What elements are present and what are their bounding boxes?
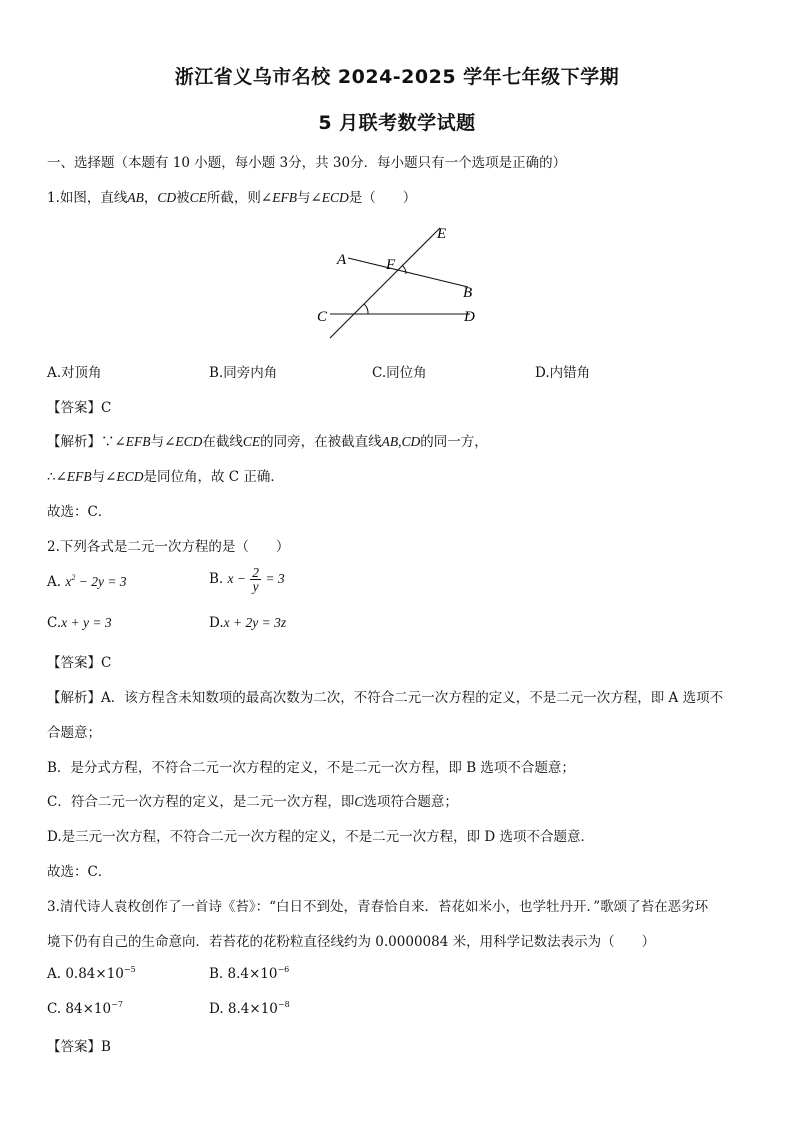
q2-option-c-expr: x + y = 3: [61, 615, 112, 630]
q1-ab: AB: [127, 190, 144, 205]
label-d: D: [464, 309, 475, 325]
because-symbol: ∵: [101, 434, 115, 450]
label-f: F: [386, 257, 396, 273]
q1-angle2: ∠ECD: [310, 190, 349, 205]
q2-answer: 【答案】C: [47, 655, 112, 671]
q3-option-b-exp: −6: [277, 965, 290, 974]
q1-yu: 与: [296, 190, 311, 206]
q2-option-a-x: x: [65, 574, 72, 589]
q3-option-c: [47, 1000, 123, 1017]
q1-option-a: A.对顶角: [47, 365, 102, 381]
q2-analysis-c-letter: C: [354, 794, 364, 809]
q1-angle1: ∠EFB: [260, 190, 297, 205]
q1-cd: CD: [157, 190, 177, 205]
q2-option-a-rest: − 2y = 3: [75, 574, 127, 589]
q3-stem-2: 境下仍有自己的生命意向．若苔花的花粉粒直径线约为 0.0000084 米，用科学记数法表示为（ ）: [47, 934, 656, 950]
q2-stem: 2.下列各式是二元一次方程的是（ ）: [47, 539, 290, 555]
q1-geometry-figure: [300, 218, 500, 344]
q1-analysis-text1: 在截线: [202, 434, 243, 450]
q3-option-c-base: C. 84×10: [47, 1001, 112, 1017]
q2-analysis-label: 【解析】: [47, 690, 101, 706]
q2-option-b-fraction: [250, 566, 261, 593]
q3-option-b: [209, 965, 289, 982]
q1-analysis2-yu: 与: [91, 469, 106, 485]
q2-option-a-label: A.: [47, 574, 62, 590]
q3-option-c-exp: −7: [111, 1000, 123, 1009]
q1-sep: ，: [143, 190, 158, 206]
line-ce: [330, 228, 440, 338]
q2-analysis-c-a: C．符合二元一次方程的定义，是二元一次方程，即: [47, 794, 355, 810]
q1-option-d: D.内错角: [535, 365, 591, 381]
q1-analysis-ce: CE: [242, 434, 261, 449]
q1-analysis-1: [47, 430, 488, 450]
q1-choose: 故选：C．: [47, 504, 112, 520]
q2-option-b-den: y: [252, 579, 259, 594]
q2-analysis-c-c: 选项符合题意；: [363, 794, 458, 810]
q1-analysis-angle2: ∠ECD: [164, 434, 203, 449]
q1-analysis2-text: 是同位角，故 C 正确．: [143, 469, 284, 485]
q1-analysis-text2: 的同旁，在被截直线: [260, 434, 382, 450]
q2-analysis-d: D.是三元一次方程，不符合二元一次方程的定义，不是二元一次方程，即 D 选项不合题意．: [47, 829, 595, 845]
q2-option-a: [47, 573, 127, 590]
angle-ecd-arc: [364, 304, 368, 314]
q2-option-d-expr: x + 2y = 3z: [223, 615, 287, 630]
line-ab: [348, 258, 468, 287]
q3-answer: 【答案】B: [47, 1039, 111, 1055]
q3-option-d-exp: −8: [277, 1000, 290, 1009]
q2-option-b-label: B.: [209, 571, 224, 587]
q3-option-a-base: A. 0.84×10: [47, 966, 124, 982]
q2-option-b-x: x −: [227, 571, 246, 586]
q1-analysis2-angle2: ∠ECD: [105, 469, 144, 484]
q1-stem: [47, 186, 416, 206]
q1-ce: CE: [189, 190, 207, 205]
title-line-1: 浙江省义乌市名校 2024-2025 学年七年级下学期: [174, 66, 620, 88]
therefore-symbol: ∴: [47, 469, 56, 485]
q1-stem-a: 1.如图，直线: [47, 190, 128, 206]
q2-analysis-c: [47, 790, 458, 810]
q2-analysis-b: B．是分式方程，不符合二元一次方程的定义，不是二元一次方程，即 B 选项不合题意；: [47, 760, 575, 776]
label-a: A: [337, 252, 347, 268]
label-c: C: [317, 309, 328, 325]
q2-analysis-a2: 合题意；: [47, 725, 101, 741]
q1-bei: 被: [176, 190, 190, 206]
q2-option-d-label: D.: [209, 615, 224, 631]
analysis-label: 【解析】: [47, 434, 101, 450]
title-line-2: 5 月联考数学试题: [318, 112, 476, 134]
q1-answer: 【答案】C: [47, 400, 112, 416]
q1-cut: 所截，则: [206, 190, 261, 206]
q1-tail: 是（ ）: [348, 190, 417, 206]
q3-option-b-base: B. 8.4×10: [209, 966, 278, 982]
q3-stem-1: 3.清代诗人袁枚创作了一首诗《苔》：“白日不到处，青春恰自来．苔花如米小，也学牡丹开．”歌颂了苔在恶劣环: [47, 899, 709, 915]
q2-analysis-a1-text: A．该方程含未知数项的最高次数为二次，不符合二元一次方程的定义，不是二元一次方程，即 A 选项不: [101, 690, 724, 706]
label-e: E: [437, 226, 447, 242]
q3-option-a-exp: −5: [123, 965, 136, 974]
q2-option-b-num: 2: [252, 565, 260, 580]
q2-choose: 故选：C．: [47, 864, 112, 880]
q3-option-d-base: D. 8.4×10: [209, 1001, 278, 1017]
q2-option-b-rest: = 3: [265, 571, 285, 586]
q3-option-d: [209, 1000, 290, 1017]
q1-analysis-angle1: ∠EFB: [114, 434, 151, 449]
q3-option-a: [47, 965, 136, 982]
q2-option-c: [47, 615, 112, 631]
q2-analysis-a1: [47, 686, 723, 706]
q1-analysis2-angle1: ∠EFB: [55, 469, 92, 484]
q2-option-b: [209, 566, 285, 593]
q1-option-b: B.同旁内角: [209, 365, 278, 381]
angle-efb-arc: [402, 265, 406, 274]
q1-option-c: C.同位角: [372, 365, 427, 381]
q2-option-a-exp: 2: [71, 573, 76, 582]
section-heading: 一、选择题（本题有 10 小题，每小题 3分，共 30分．每小题只有一个选项是正确的）: [47, 155, 567, 171]
q1-analysis-abcd: AB,CD: [381, 434, 421, 449]
q1-analysis-2: [47, 465, 284, 485]
q1-analysis-yu: 与: [150, 434, 165, 450]
q1-analysis-text3: 的同一方，: [420, 434, 488, 450]
q2-option-c-label: C.: [47, 615, 62, 631]
label-b: B: [463, 285, 473, 301]
q2-option-d: [209, 615, 286, 631]
